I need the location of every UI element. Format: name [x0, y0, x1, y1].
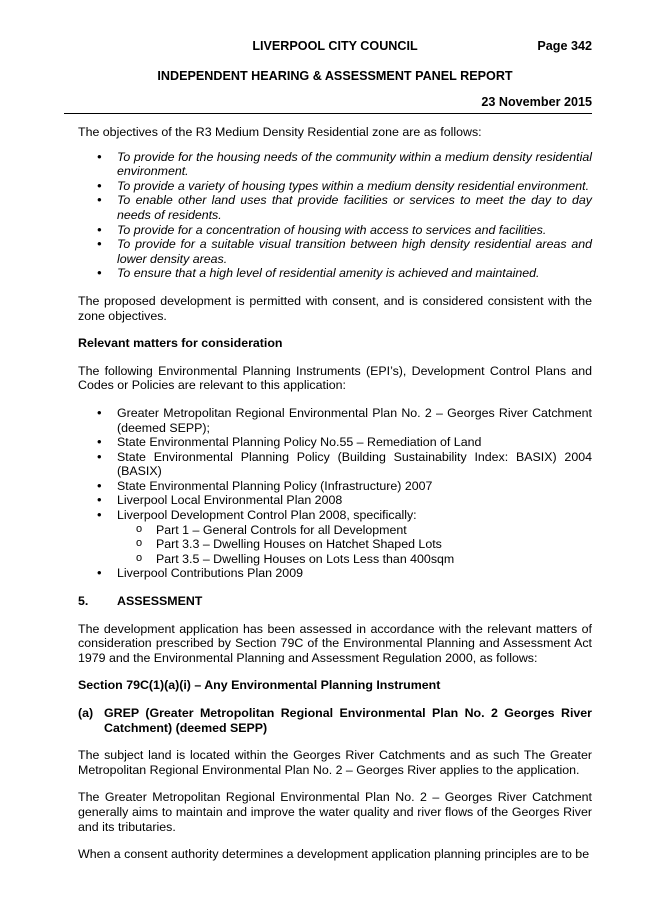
- header-divider: [64, 113, 592, 114]
- document-body: [78, 125, 592, 862]
- objectives-list: [78, 150, 592, 281]
- list-item: • State Environmental Planning Policy No.55 – Remediation of Land: [78, 435, 592, 450]
- section-title: ASSESSMENT: [117, 594, 203, 609]
- report-title: INDEPENDENT HEARING & ASSESSMENT PANEL REPORT: [157, 69, 513, 83]
- grep-paragraph-3: When a consent authority determines a development application planning principles are to be: [78, 847, 590, 862]
- list-item: • To provide a variety of housing types within a medium density residential environment.: [78, 179, 592, 194]
- grep-paragraph-2: The Greater Metropolitan Regional Environmental Plan No. 2 – Georges River Catchment generally aims to maintain and improve the water quality and river flows of the Georges River and its tributaries.: [78, 790, 592, 834]
- objectives-intro: The objectives of the R3 Medium Density Residential zone are as follows:: [78, 125, 482, 139]
- list-item: • State Environmental Planning Policy (Infrastructure) 2007: [78, 479, 592, 494]
- section-heading: [78, 594, 592, 609]
- assessment-intro: The development application has been assessed in accordance with the relevant matters of consideration prescribed by Section 79C of the Environmental Planning and Assessment Act 1979 and the Environmental Planning and Assessment Regulation 2000, as follows:: [78, 621, 592, 665]
- page-number: Page 342: [537, 39, 592, 53]
- grep-title: GREP (Greater Metropolitan Regional Environmental Plan No. 2 Georges River Catchment) (deemed SEPP): [104, 706, 592, 735]
- consistency-paragraph: The proposed development is permitted with consent, and is considered consistent with the zone objectives.: [78, 293, 592, 323]
- grep-label: (a): [78, 706, 94, 720]
- list-item: [78, 508, 592, 566]
- list-item: • Greater Metropolitan Regional Environmental Plan No. 2 – Georges River Catchment (deemed SEPP);: [78, 406, 592, 435]
- list-item: • To provide for a concentration of housing with access to services and facilities.: [78, 223, 592, 238]
- instruments-list: [78, 406, 592, 581]
- list-item: • To ensure that a high level of residential amenity is achieved and maintained.: [78, 266, 592, 281]
- list-item: o Part 3.5 – Dwelling Houses on Lots Less than 400sqm: [117, 552, 592, 567]
- list-item: • To enable other land uses that provide facilities or services to meet the day to day needs of residents.: [78, 193, 592, 222]
- list-item: • To provide for a suitable visual transition between high density residential areas and lower density areas.: [78, 237, 592, 266]
- grep-paragraph-1: The subject land is located within the Georges River Catchments and as such The Greater Metropolitan Regional Environmental Plan No. 2 – Georges River applies to the application.: [78, 748, 592, 777]
- list-item: • To provide for the housing needs of the community within a medium density residential environment.: [78, 150, 592, 179]
- council-name: LIVERPOOL CITY COUNCIL: [252, 39, 418, 53]
- list-item: o Part 3.3 – Dwelling Houses on Hatchet Shaped Lots: [117, 537, 592, 552]
- subsection-heading: Section 79C(1)(a)(i) – Any Environmental Planning Instrument: [78, 678, 441, 693]
- dcp-label: Liverpool Development Control Plan 2008, specifically:: [117, 508, 417, 523]
- section-number: 5.: [78, 594, 89, 609]
- list-item: • Liverpool Local Environmental Plan 2008: [78, 493, 592, 508]
- list-item: o Part 1 – General Controls for all Development: [117, 523, 592, 538]
- grep-heading: [78, 706, 592, 735]
- list-item: • State Environmental Planning Policy (Building Sustainability Index: BASIX) 2004 (BASIX): [78, 450, 592, 479]
- relevant-matters-intro: The following Environmental Planning Instruments (EPI’s), Development Control Plans and Codes or Policies are relevant to this application:: [78, 363, 592, 393]
- list-item: • Liverpool Contributions Plan 2009: [78, 566, 592, 581]
- report-date: 23 November 2015: [481, 95, 592, 109]
- dcp-parts-list: [117, 523, 592, 567]
- relevant-matters-heading: Relevant matters for consideration: [78, 336, 283, 351]
